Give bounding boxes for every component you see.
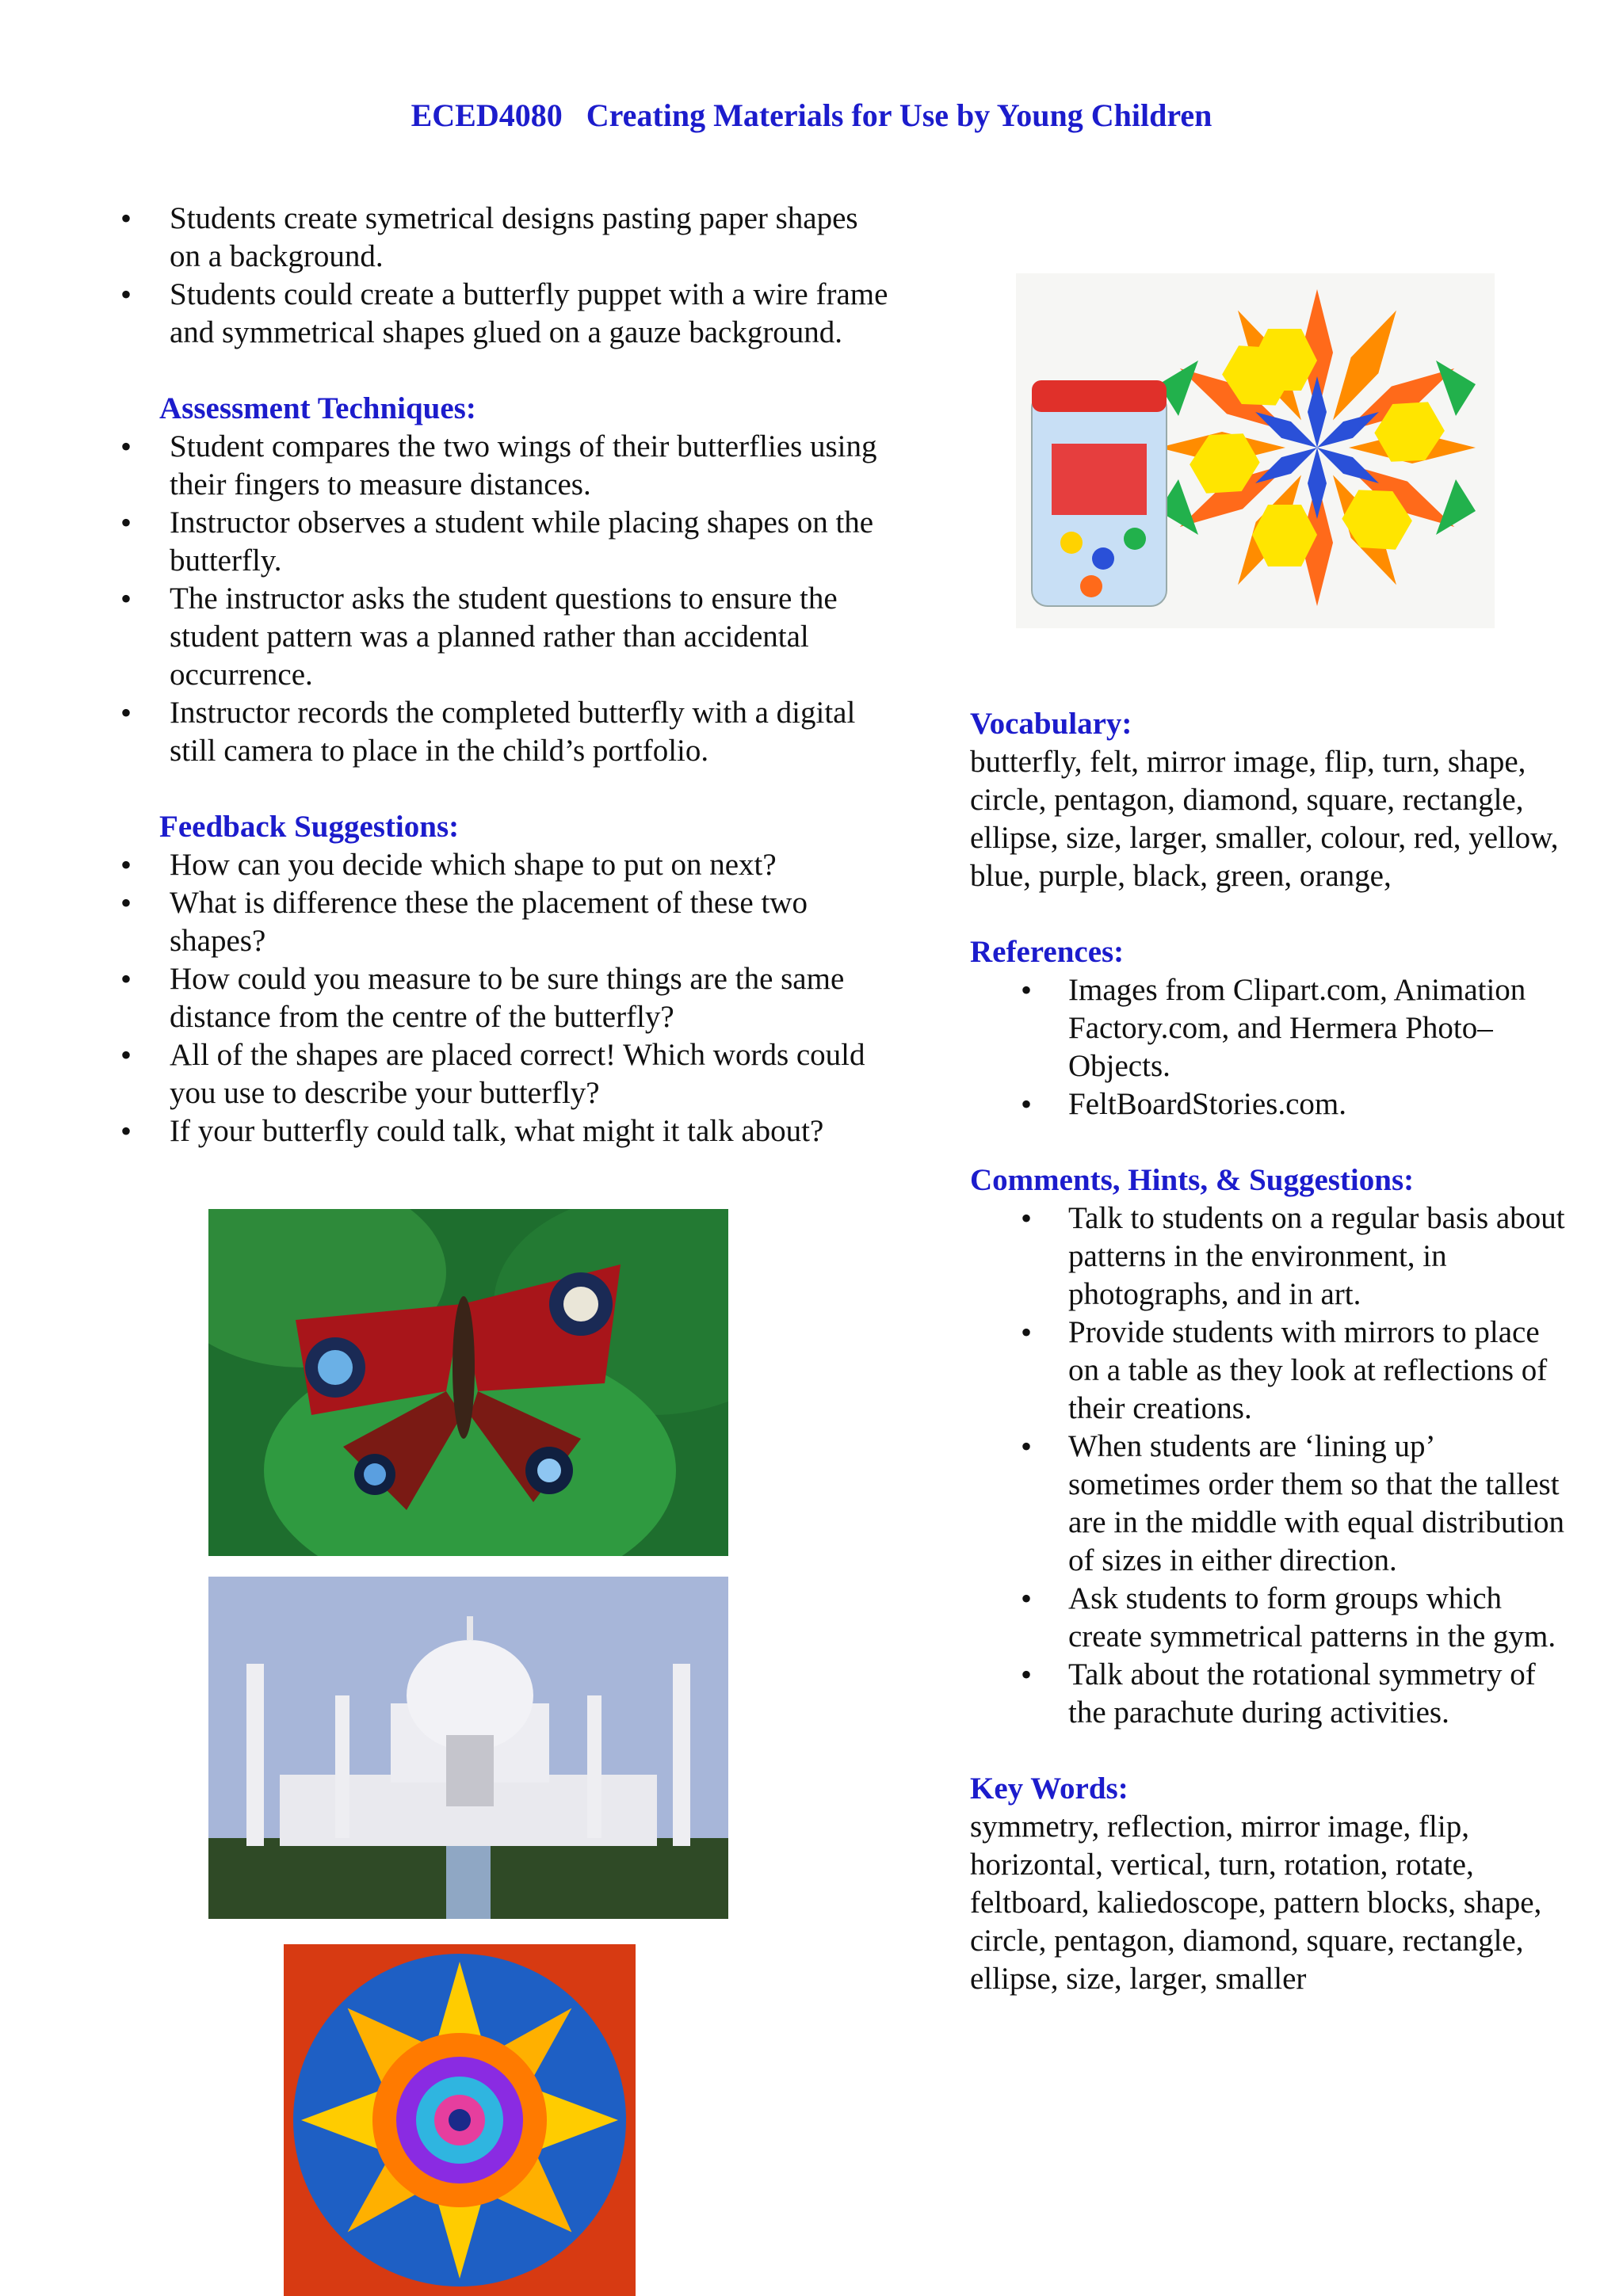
list-item: • FeltBoardStories.com. xyxy=(970,1085,1572,1123)
assessment-heading: Assessment Techniques: xyxy=(159,391,476,425)
right-column xyxy=(970,705,1572,1998)
list-item: • If your butterfly could talk, what might it talk about? xyxy=(117,1112,894,1150)
comments-heading: Comments, Hints, & Suggestions: xyxy=(970,1163,1415,1197)
list-item: • Student compares the two wings of their butterflies using their fingers to measure distances. xyxy=(117,428,894,504)
list-item: • How could you measure to be sure things are the same distance from the centre of the butterfly? xyxy=(117,960,894,1036)
kaleidoscope-image xyxy=(284,1944,636,2296)
feedback-heading: Feedback Suggestions: xyxy=(159,810,460,844)
left-column xyxy=(117,200,894,1150)
list-item: • All of the shapes are placed correct! Which words could you use to describe your butterfly? xyxy=(117,1036,894,1112)
vocabulary-text: butterfly, felt, mirror image, flip, turn, shape, circle, pentagon, diamond, square, rectangle, ellipse, size, larger, smaller, colour, red, yellow, blue, purple, black, green, orange, xyxy=(970,745,1559,893)
list-item: • Talk to students on a regular basis about patterns in the environment, in photographs, and in art. xyxy=(970,1199,1572,1314)
feedback-list xyxy=(117,846,894,1150)
assessment-list xyxy=(117,428,894,770)
list-item: • Ask students to form groups which create symmetrical patterns in the gym. xyxy=(970,1580,1572,1656)
list-item: • Students create symetrical designs pasting paper shapes on a background. xyxy=(117,200,894,276)
list-item: • Instructor observes a student while placing shapes on the butterfly. xyxy=(117,504,894,580)
list-item: • Images from Clipart.com, Animation Factory.com, and Hermera Photo–Objects. xyxy=(970,971,1572,1085)
list-item: • Students could create a butterfly puppet with a wire frame and symmetrical shapes glued on a gauze background. xyxy=(117,276,894,352)
intro-list xyxy=(117,200,894,352)
vocabulary-heading: Vocabulary: xyxy=(970,707,1132,741)
butterfly-image xyxy=(208,1209,728,1556)
keywords-heading: Key Words: xyxy=(970,1772,1128,1806)
list-item: • When students are ‘lining up’ sometimes order them so that the tallest are in the middle with equal distribution of sizes in either direction. xyxy=(970,1428,1572,1580)
page-title: ECED4080 Creating Materials for Use by Young Children xyxy=(411,97,1212,133)
list-item: • Talk about the rotational symmetry of the parachute during activities. xyxy=(970,1656,1572,1732)
taj-mahal-image xyxy=(208,1577,728,1919)
list-item: • How can you decide which shape to put on next? xyxy=(117,846,894,884)
references-list xyxy=(970,971,1572,1123)
pattern-blocks-image xyxy=(1016,273,1495,628)
comments-list xyxy=(970,1199,1572,1732)
list-item: • Provide students with mirrors to place on a table as they look at reflections of their creations. xyxy=(970,1314,1572,1428)
references-heading: References: xyxy=(970,935,1125,969)
list-item: • The instructor asks the student questions to ensure the student pattern was a planned rather than accidental occurrence. xyxy=(117,580,894,694)
list-item: • Instructor records the completed butterfly with a digital still camera to place in the child’s portfolio. xyxy=(117,694,894,770)
keywords-text: symmetry, reflection, mirror image, flip, horizontal, vertical, turn, rotation, rotate, feltboard, kaliedoscope, pattern blocks, shape, circle, pentagon, diamond, square, rectangle, ellipse, size, larger, smaller xyxy=(970,1810,1542,1996)
list-item: • What is difference these the placement of these two shapes? xyxy=(117,884,894,960)
